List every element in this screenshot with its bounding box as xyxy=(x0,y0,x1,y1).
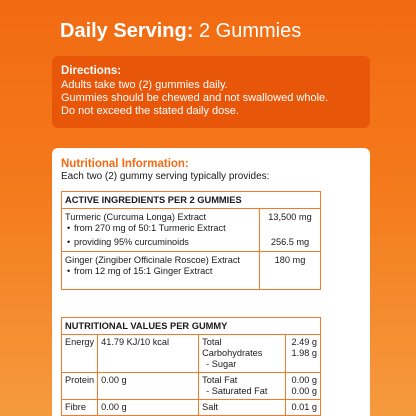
ingredient-detail: • providing 95% curcuminoids xyxy=(65,237,256,248)
nutrient-value: 2.49 g xyxy=(291,337,317,347)
table-row xyxy=(62,252,321,290)
nutrition-title: Nutritional Information: xyxy=(61,158,189,170)
nutrient-value: 0.00 g xyxy=(98,373,199,400)
ingredient-source: • from 12 mg of 15:1 Ginger Extract xyxy=(65,266,256,277)
table-row xyxy=(62,400,321,416)
active-ingredients-table xyxy=(61,191,321,290)
nutrient-value: 1.98 g xyxy=(291,348,317,358)
nutrient-label: Salt xyxy=(199,400,286,416)
ingredient-source: • from 270 mg of 50:1 Turmeric Extract xyxy=(65,223,256,234)
active-ingredients-header: ACTIVE INGREDIENTS PER 2 GUMMIES xyxy=(62,192,321,209)
ingredient-name: Turmeric (Curcuma Longa) Extract xyxy=(65,212,207,222)
nutrient-value: 41.79 KJ/10 kcal xyxy=(98,335,199,373)
serving-label: Daily Serving: xyxy=(60,20,194,42)
table-row xyxy=(62,209,321,252)
nutrient-label: Total Carbohydrates xyxy=(202,337,263,358)
directions-line: Do not exceed the stated daily dose. xyxy=(61,105,239,117)
nutrient-label: Fibre xyxy=(62,400,98,416)
ingredient-amount: 13,500 mg xyxy=(268,212,312,222)
serving-value: 2 Gummies xyxy=(198,20,302,42)
nutrient-value: 0.00 g xyxy=(291,386,317,396)
ingredient-name: Ginger (Zingiber Officinale Roscoe) Extract xyxy=(65,255,240,265)
nutrition-card xyxy=(52,148,370,416)
ingredient-amount: 180 mg xyxy=(274,255,306,265)
nutrient-value: 0.00 g xyxy=(291,375,317,385)
nutrient-sublabel: - Sugar xyxy=(206,359,237,369)
nutrient-label: Energy xyxy=(62,335,98,373)
nutrient-value: 0.01 g xyxy=(286,400,321,416)
ingredient-amount: 256.5 mg xyxy=(270,237,310,247)
nutrient-label: Protein xyxy=(62,373,98,400)
page-title xyxy=(60,20,301,43)
nutrition-subtitle: Each two (2) gummy serving typically provides: xyxy=(61,171,270,182)
nutritional-values-header: NUTRITIONAL VALUES PER GUMMY xyxy=(62,318,321,335)
table-row xyxy=(62,373,321,400)
directions-panel xyxy=(52,56,370,128)
nutritional-values-table xyxy=(61,317,321,416)
nutrient-value: 0.00 g xyxy=(98,400,199,416)
directions-line: Adults take two (2) gummies daily. xyxy=(61,79,228,91)
nutrient-label: Total Fat xyxy=(202,375,238,385)
directions-title: Directions: xyxy=(61,65,122,77)
nutrient-sublabel: - Saturated Fat xyxy=(206,386,268,396)
table-row xyxy=(62,335,321,373)
directions-line: Gummies should be chewed and not swallowed whole. xyxy=(61,92,329,104)
